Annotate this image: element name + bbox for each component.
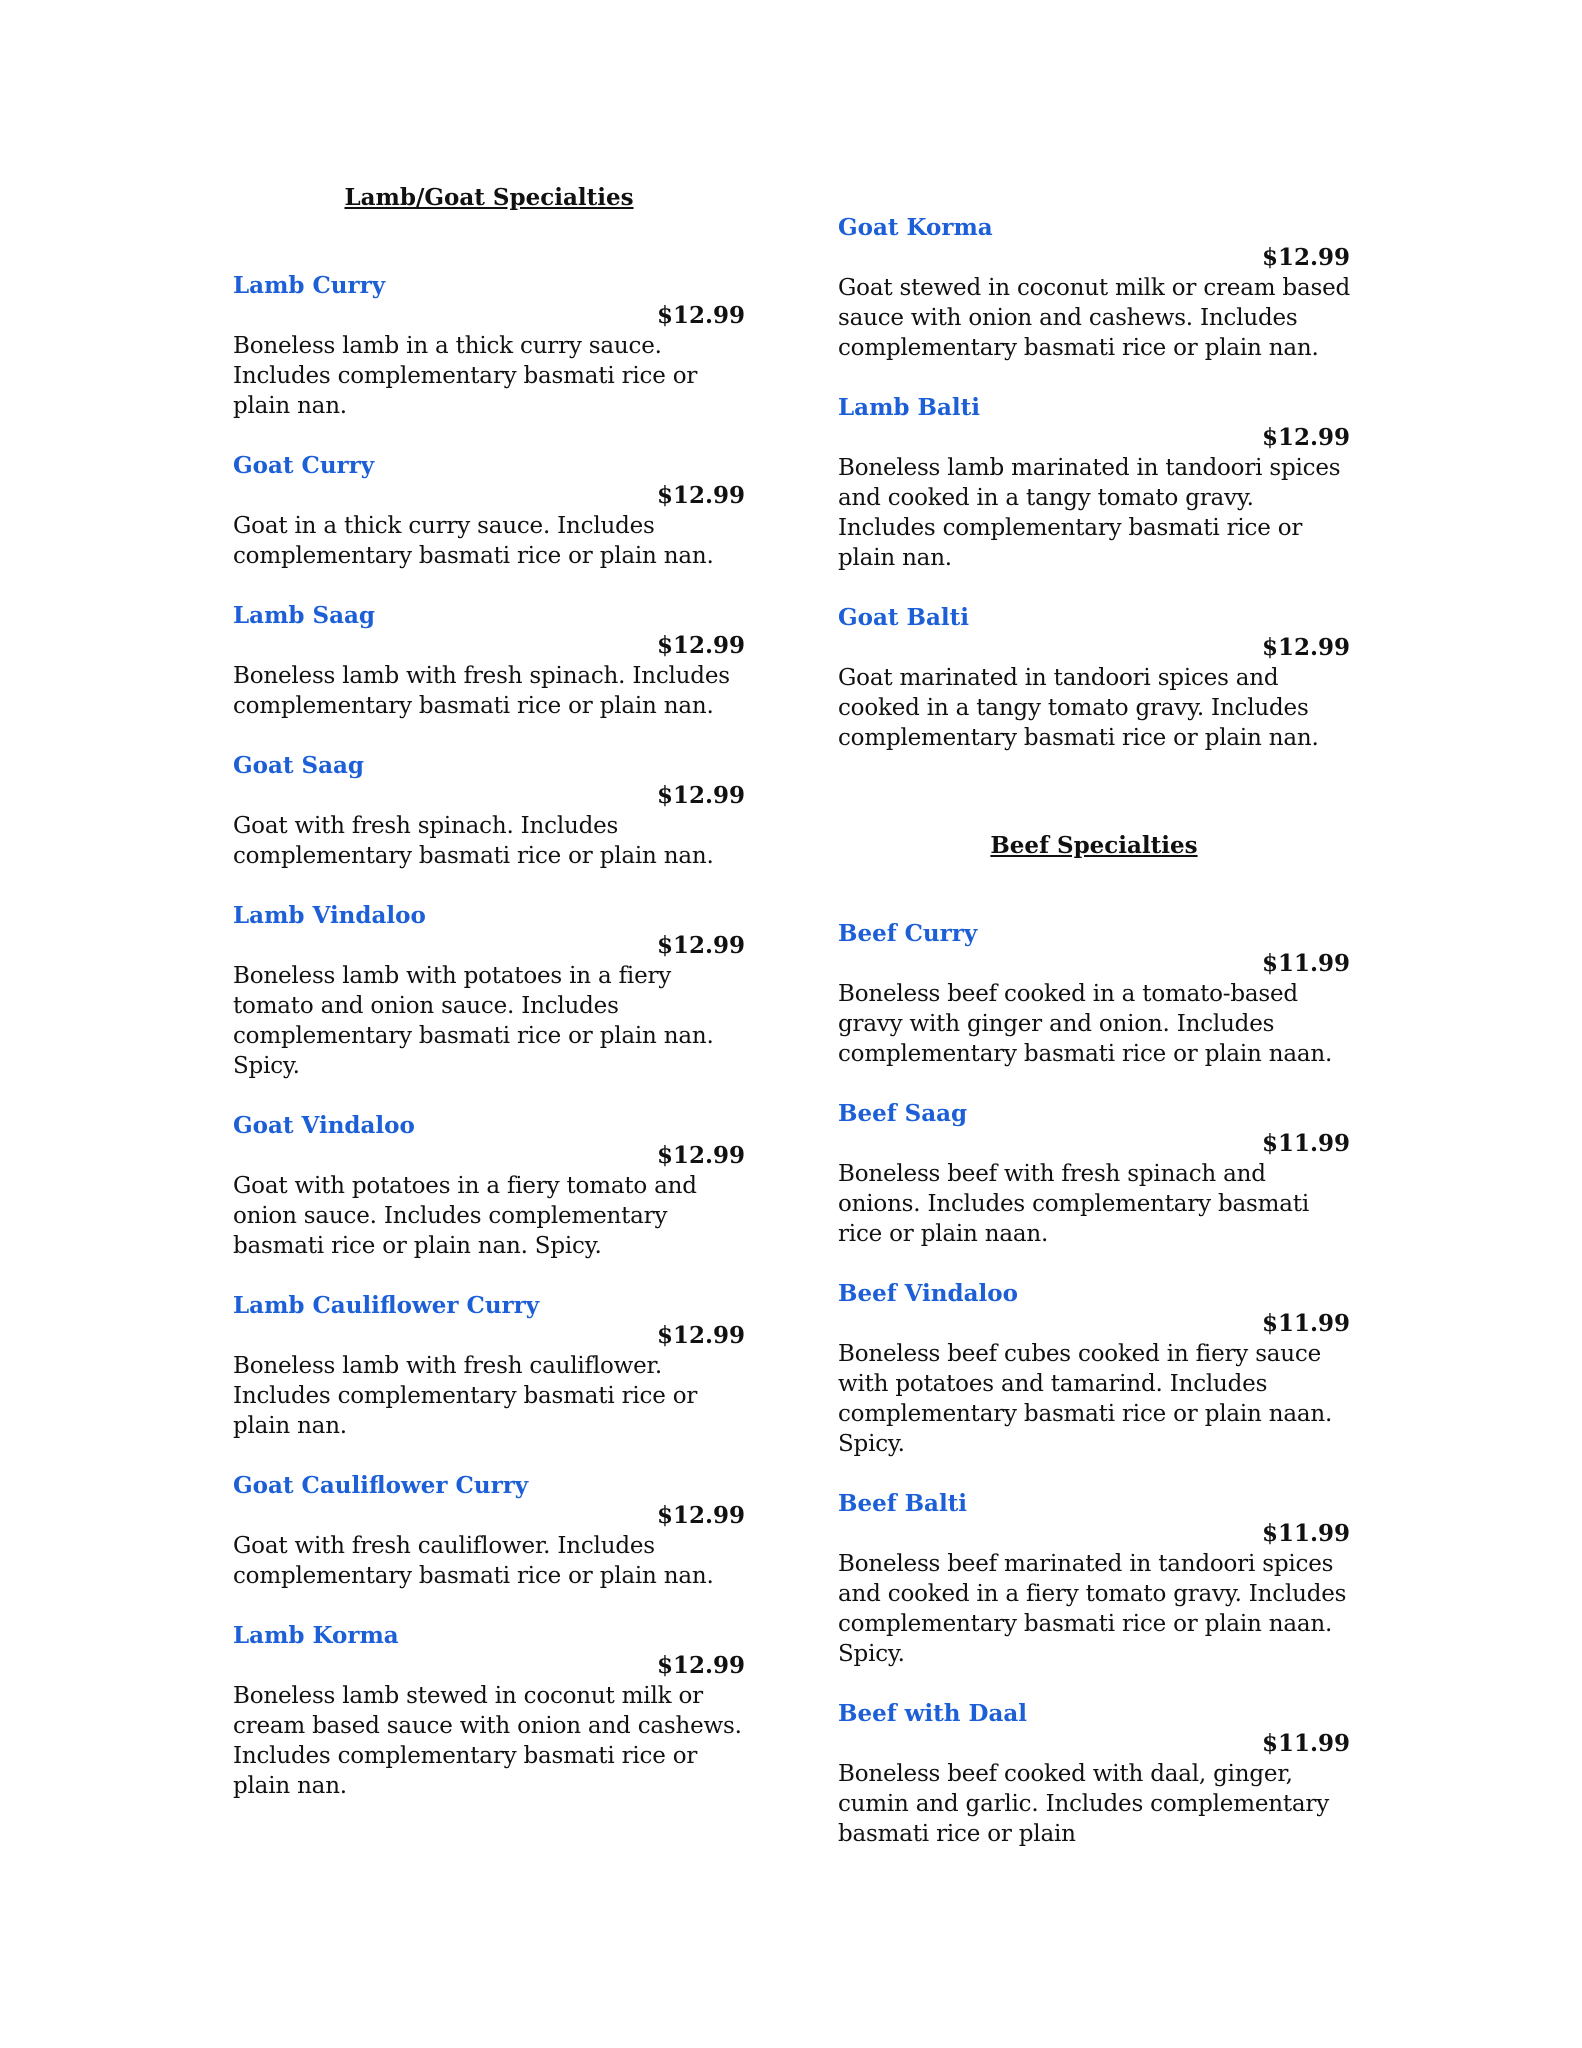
item-name: Goat Cauliflower Curry [233, 1472, 529, 1499]
item-price: $12.99 [656, 1142, 745, 1169]
section-title-beef: Beef Specialties [990, 832, 1198, 859]
item-description: Boneless beef cooked in a tomato-based gravy with ginger and onion. Includes complementary basmati rice or plain naan. [838, 981, 1333, 1067]
item-description: Boneless lamb with potatoes in a fiery tomato and onion sauce. Includes complementary basmati rice or plain nan. Spicy. [233, 963, 714, 1079]
item-price: $11.99 [1261, 1520, 1350, 1547]
item-description: Goat with fresh cauliflower. Includes complementary basmati rice or plain nan. [233, 1533, 714, 1589]
item-description: Boneless lamb stewed in coconut milk or cream based sauce with onion and cashews. Includes complementary basmati rice or plain nan. [233, 1683, 742, 1799]
item-name: Lamb Balti [838, 394, 980, 421]
item-price: $11.99 [1261, 1130, 1350, 1157]
menu-item [838, 603, 1350, 753]
item-name: Beef Balti [838, 1490, 968, 1517]
menu-item [233, 1621, 745, 1801]
left-column [233, 183, 745, 1831]
item-name: Goat Balti [838, 604, 969, 631]
item-name: Lamb Vindaloo [233, 902, 426, 929]
menu-item [838, 1489, 1350, 1669]
menu-item [233, 751, 745, 871]
item-description: Boneless lamb with fresh cauliflower. Includes complementary basmati rice or plain nan. [233, 1353, 698, 1439]
item-description: Goat marinated in tandoori spices and cooked in a tangy tomato gravy. Includes complementary basmati rice or plain nan. [838, 665, 1319, 751]
menu-item [838, 919, 1350, 1069]
menu-item [233, 271, 745, 421]
item-description: Boneless beef with fresh spinach and onions. Includes complementary basmati rice or plain naan. [838, 1161, 1309, 1247]
item-name: Goat Vindaloo [233, 1112, 415, 1139]
item-description: Boneless lamb marinated in tandoori spices and cooked in a tangy tomato gravy. Includes complementary basmati rice or plain nan. [838, 455, 1341, 571]
menu-item [838, 1279, 1350, 1459]
item-price: $11.99 [1261, 950, 1350, 977]
menu-item [233, 601, 745, 721]
item-name: Beef Vindaloo [838, 1280, 1018, 1307]
item-price: $12.99 [1261, 634, 1350, 661]
item-name: Goat Curry [233, 452, 375, 479]
item-description: Boneless lamb in a thick curry sauce. Includes complementary basmati rice or plain nan. [233, 333, 698, 419]
menu-item [838, 1699, 1350, 1849]
menu-item [838, 213, 1350, 363]
item-description: Goat in a thick curry sauce. Includes complementary basmati rice or plain nan. [233, 513, 714, 569]
item-description: Boneless beef marinated in tandoori spices and cooked in a fiery tomato gravy. Includes complementary basmati rice or plain naan. Spicy. [838, 1551, 1347, 1667]
item-name: Beef Curry [838, 920, 978, 947]
item-name: Beef with Daal [838, 1700, 1027, 1727]
item-price: $12.99 [656, 1322, 745, 1349]
menu-item [233, 901, 745, 1081]
item-price: $12.99 [1261, 424, 1350, 451]
menu-item [838, 393, 1350, 573]
item-name: Beef Saag [838, 1100, 968, 1127]
item-name: Lamb Cauliflower Curry [233, 1292, 540, 1319]
item-price: $11.99 [1261, 1730, 1350, 1757]
item-name: Goat Korma [838, 214, 993, 241]
item-name: Lamb Korma [233, 1622, 399, 1649]
item-description: Goat with potatoes in a fiery tomato and onion sauce. Includes complementary basmati rice or plain nan. Spicy. [233, 1173, 697, 1259]
menu-item [233, 451, 745, 571]
item-description: Boneless lamb with fresh spinach. Includes complementary basmati rice or plain nan. [233, 663, 730, 719]
right-column [838, 213, 1350, 1879]
item-name: Lamb Curry [233, 272, 386, 299]
menu-item [233, 1291, 745, 1441]
menu-item [838, 1099, 1350, 1249]
item-description: Boneless beef cubes cooked in fiery sauce with potatoes and tamarind. Includes complementary basmati rice or plain naan. Spicy. [838, 1341, 1333, 1457]
item-name: Lamb Saag [233, 602, 375, 629]
section-title-lamb-goat: Lamb/Goat Specialties [344, 184, 634, 211]
item-price: $12.99 [656, 782, 745, 809]
item-price: $12.99 [1261, 244, 1350, 271]
item-description: Boneless beef cooked with daal, ginger, cumin and garlic. Includes complementary basmati rice or plain [838, 1761, 1329, 1847]
item-price: $12.99 [656, 1652, 745, 1679]
item-description: Goat stewed in coconut milk or cream based sauce with onion and cashews. Includes complementary basmati rice or plain nan. [838, 275, 1351, 361]
item-price: $12.99 [656, 1502, 745, 1529]
item-description: Goat with fresh spinach. Includes complementary basmati rice or plain nan. [233, 813, 714, 869]
item-price: $12.99 [656, 932, 745, 959]
item-price: $11.99 [1261, 1310, 1350, 1337]
item-price: $12.99 [656, 482, 745, 509]
menu-item [233, 1111, 745, 1261]
item-name: Goat Saag [233, 752, 365, 779]
item-price: $12.99 [656, 632, 745, 659]
menu-item [233, 1471, 745, 1591]
item-price: $12.99 [656, 302, 745, 329]
